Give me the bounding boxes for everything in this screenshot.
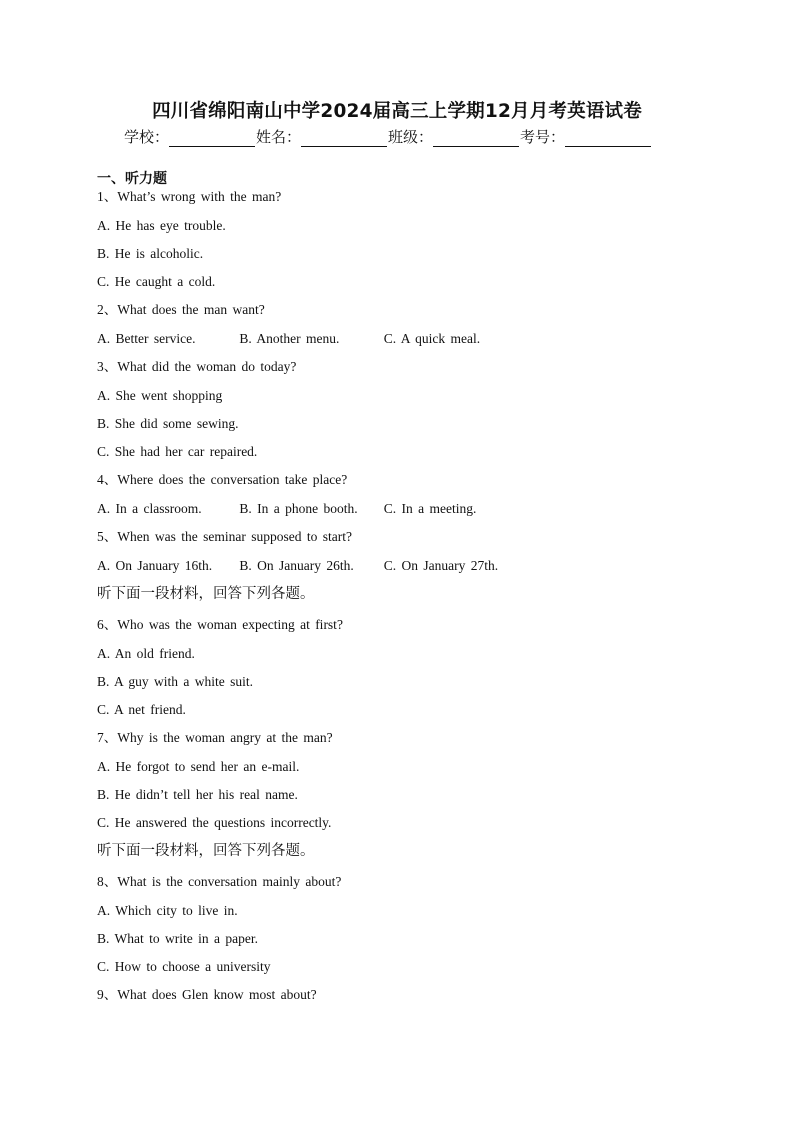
school-field	[124, 126, 256, 147]
class-blank	[433, 130, 519, 147]
school-label: 学校：	[124, 128, 170, 146]
exam-number-label: 考号：	[520, 128, 566, 146]
option-a: A. Better service.	[97, 331, 196, 346]
listening-instruction: 听下面一段材料，回答下列各题。	[97, 586, 315, 602]
question-stem: 3、What did the woman do today?	[97, 359, 297, 374]
exam-number-field	[520, 126, 652, 147]
class-field	[388, 126, 520, 147]
option-a: A. He forgot to send her an e-mail.	[97, 759, 300, 774]
option-a: A. She went shopping	[97, 388, 223, 403]
option-c: C. In a meeting.	[383, 501, 477, 516]
option-b: B. She did some sewing.	[97, 416, 239, 431]
student-info-line	[124, 126, 652, 147]
option-a: A. On January 16th.	[97, 558, 213, 573]
options-row	[97, 332, 737, 360]
option-c: C. He answered the questions incorrectly.	[97, 815, 332, 830]
option-c: C. A quick meal.	[383, 331, 481, 346]
option-c: C. A net friend.	[97, 702, 186, 717]
option-a: A. An old friend.	[97, 646, 195, 661]
question-stem: 9、What does Glen know most about?	[97, 987, 317, 1002]
name-field	[256, 126, 388, 147]
school-blank	[169, 130, 255, 147]
question-list	[97, 190, 737, 1017]
question-stem: 6、Who was the woman expecting at first?	[97, 617, 343, 632]
options-row	[97, 502, 737, 530]
listening-instruction: 听下面一段材料，回答下列各题。	[97, 843, 315, 859]
option-b: B. What to write in a paper.	[97, 931, 258, 946]
option-c: C. How to choose a university	[97, 959, 271, 974]
question-stem: 7、Why is the woman angry at the man?	[97, 730, 333, 745]
option-c: C. On January 27th.	[383, 558, 499, 573]
question-stem: 4、Where does the conversation take place?	[97, 472, 348, 487]
option-a: A. He has eye trouble.	[97, 218, 226, 233]
name-blank	[301, 130, 387, 147]
option-a: A. Which city to live in.	[97, 903, 238, 918]
exam-number-blank	[565, 130, 651, 147]
option-b: B. He is alcoholic.	[97, 246, 204, 261]
option-b: B. On January 26th.	[239, 558, 354, 573]
option-b: B. Another menu.	[239, 331, 340, 346]
question-stem: 2、What does the man want?	[97, 302, 265, 317]
option-c: C. She had her car repaired.	[97, 444, 258, 459]
option-b: B. He didn’t tell her his real name.	[97, 787, 298, 802]
question-stem: 8、What is the conversation mainly about?	[97, 874, 342, 889]
option-a: A. In a classroom.	[97, 501, 202, 516]
option-b: B. A guy with a white suit.	[97, 674, 254, 689]
section-title-listening: 一、听力题	[97, 171, 167, 187]
class-label: 班级：	[388, 128, 434, 146]
option-c: C. He caught a cold.	[97, 274, 216, 289]
page-title: 四川省绵阳南山中学2024届高三上学期12月月考英语试卷	[152, 101, 642, 122]
name-label: 姓名：	[256, 128, 302, 146]
question-stem: 1、What’s wrong with the man?	[97, 189, 282, 204]
question-stem: 5、When was the seminar supposed to start?	[97, 529, 352, 544]
option-b: B. In a phone booth.	[239, 501, 358, 516]
options-row	[97, 559, 737, 587]
